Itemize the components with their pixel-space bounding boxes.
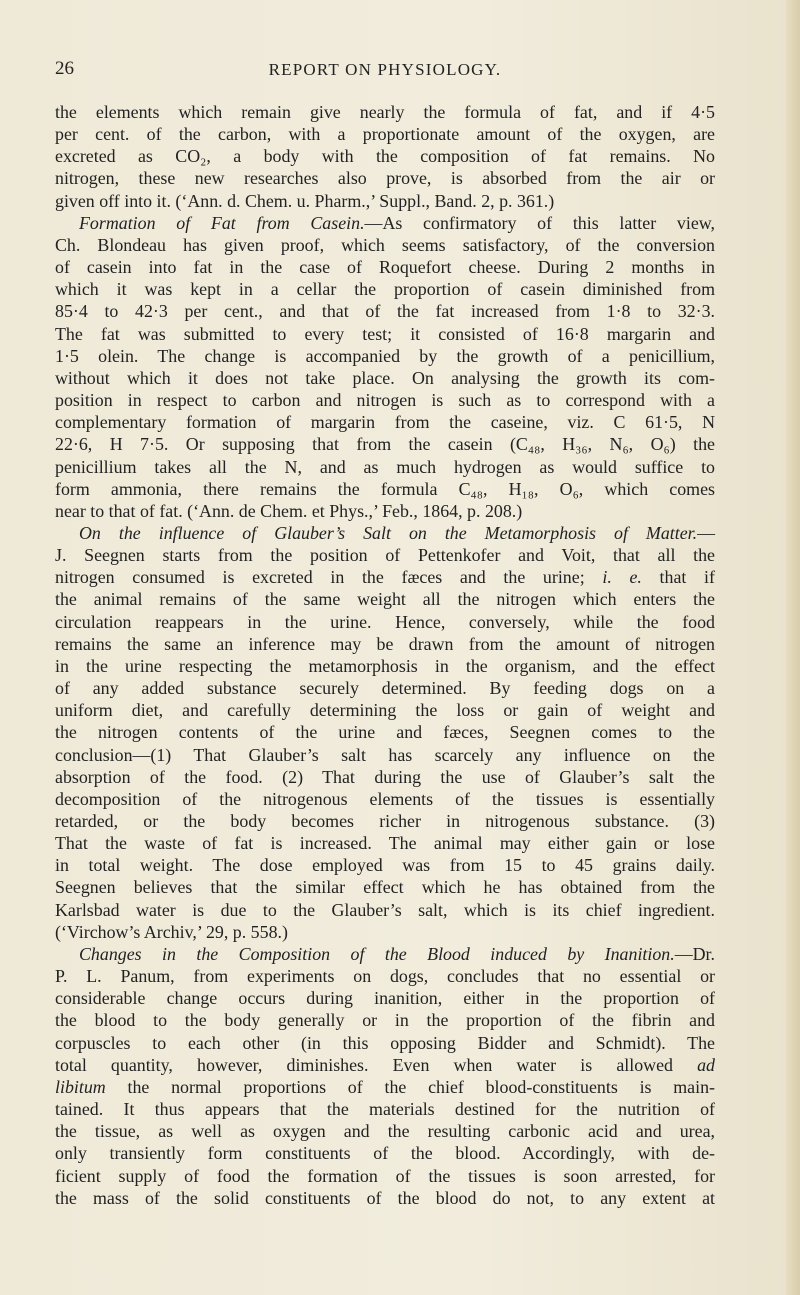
- text-line: near to that of fat. (‘Ann. de Chem. et Phys.,’ Feb., 1864, p. 208.): [55, 500, 523, 521]
- text-line: retarded, or the body becomes richer in nitrogenous substance. (3): [55, 811, 715, 831]
- text-line: decomposition of the nitrogenous elements of the tissues is essentially: [55, 788, 715, 809]
- text-line: On the influence of Glauber’s Salt on the Metamorphosis of Matter.—: [79, 522, 715, 543]
- text-line: per cent. of the carbon, with a proportionate amount of the oxygen, are: [55, 124, 715, 145]
- text-line: the elements which remain give nearly the formula of fat, and if 4·5: [55, 102, 715, 122]
- text-line: which it was kept in a cellar the proportion of casein diminished from: [55, 279, 715, 300]
- text-line: only transiently form constituents of the blood. Accordingly, with de-: [55, 1143, 715, 1164]
- text-line: penicillium takes all the N, and as much hydrogen as would suffice to: [55, 456, 715, 477]
- text-line: Formation of Fat from Casein.—As confirmatory of this latter view,: [79, 212, 715, 233]
- text-line: form ammonia, there remains the formula C₄₈, H₁₈, O₆, which comes: [55, 478, 715, 499]
- text-line: complementary formation of margarin from the caseine, viz. C 61·5, N: [55, 412, 715, 433]
- body-text: [55, 101, 715, 1209]
- text-line: position in respect to carbon and nitrogen is such as to correspond with a: [55, 390, 715, 411]
- text-line: Ch. Blondeau has given proof, which seems satisfactory, of the conversion: [55, 234, 715, 255]
- text-line: remains the same an inference may be drawn from the amount of nitrogen: [55, 633, 715, 654]
- text-line: of any added substance securely determined. By feeding dogs on a: [55, 678, 715, 699]
- text-line: (‘Virchow’s Archiv,’ 29, p. 558.): [55, 921, 288, 942]
- running-head: REPORT ON PHYSIOLOGY.: [268, 60, 502, 79]
- text-line: The fat was submitted to every test; it consisted of 16·8 margarin and: [55, 323, 715, 344]
- section-heading-glauber: On the influence of Glauber’s Salt on the Metamorphosis of Matter.: [79, 522, 698, 543]
- text-line: excreted as CO₂, a body with the composition of fat remains. No: [55, 146, 715, 167]
- text-line: libitum the normal proportions of the chief blood-constituents is main-: [55, 1076, 715, 1097]
- text-line: uniform diet, and carefully determining the loss or gain of weight and: [55, 700, 715, 721]
- text-line: tained. It thus appears that the materials destined for the nutrition of: [55, 1099, 715, 1120]
- text-line: ficient supply of food the formation of the tissues is soon arrested, for: [55, 1165, 715, 1186]
- text-line: the tissue, as well as oxygen and the resulting carbonic acid and urea,: [55, 1121, 715, 1142]
- text-line: the blood to the body generally or in the proportion of the fibrin and: [55, 1010, 715, 1031]
- page-header: [55, 58, 715, 88]
- text-line: the mass of the solid constituents of the blood do not, to any extent at: [55, 1187, 715, 1208]
- text-line: of casein into fat in the case of Roquefort cheese. During 2 months in: [55, 257, 715, 278]
- page-number: 26: [55, 58, 74, 79]
- text-line: That the waste of fat is increased. The animal may either gain or lose: [55, 833, 715, 854]
- text-line: the animal remains of the same weight all the nitrogen which enters the: [55, 589, 715, 610]
- text-line: 1·5 olein. The change is accompanied by the growth of a penicillium,: [55, 345, 715, 366]
- text-line: nitrogen consumed is excreted in the fæces and the urine; i. e. that if: [55, 567, 715, 588]
- text-line: Seegnen believes that the similar effect which he has obtained from the: [55, 877, 715, 898]
- text-line: J. Seegnen starts from the position of Pettenkofer and Voit, that all the: [55, 545, 715, 566]
- text-line: 22·6, H 7·5. Or supposing that from the casein (C₄₈, H₃₆, N₆, O₆) the: [55, 434, 715, 455]
- text-line: conclusion—(1) That Glauber’s salt has scarcely any influence on the: [55, 744, 715, 765]
- text-line: the nitrogen contents of the urine and fæces, Seegnen comes to the: [55, 722, 715, 743]
- text-line: without which it does not take place. On analysing the growth its com-: [55, 367, 715, 388]
- text-line: Karlsbad water is due to the Glauber’s salt, which is its chief ingredient.: [55, 899, 715, 920]
- text-line: considerable change occurs during inanition, either in the proportion of: [55, 988, 715, 1009]
- italic-ie: i. e.: [602, 567, 642, 588]
- text-line: in total weight. The dose employed was from 15 to 45 grains daily.: [55, 855, 715, 876]
- section-heading-inanition: Changes in the Composition of the Blood induced by Inanition.: [79, 943, 675, 964]
- section-heading-formation: Formation of Fat from Casein.: [79, 212, 365, 233]
- page-edge: [786, 0, 800, 1295]
- italic-libitum: libitum: [55, 1076, 106, 1097]
- italic-ad: ad: [697, 1054, 715, 1075]
- text-line: absorption of the food. (2) That during the use of Glauber’s salt the: [55, 766, 715, 787]
- text-line: in the urine respecting the metamorphosis in the organism, and the effect: [55, 655, 715, 676]
- text-line: P. L. Panum, from experiments on dogs, concludes that no essential or: [55, 966, 715, 987]
- text-line: circulation reappears in the urine. Hence, conversely, while the food: [55, 611, 715, 632]
- text-line: total quantity, however, diminishes. Even when water is allowed ad: [55, 1054, 715, 1075]
- text-line: corpuscles to each other (in this opposing Bidder and Schmidt). The: [55, 1032, 715, 1053]
- text-line: nitrogen, these new researches also prove, is absorbed from the air or: [55, 168, 715, 189]
- text-line: 85·4 to 42·3 per cent., and that of the fat increased from 1·8 to 32·3.: [55, 301, 715, 322]
- text-line: given off into it. (‘Ann. d. Chem. u. Pharm.,’ Suppl., Band. 2, p. 361.): [55, 190, 555, 211]
- text-line: Changes in the Composition of the Blood induced by Inanition.—Dr.: [79, 943, 715, 964]
